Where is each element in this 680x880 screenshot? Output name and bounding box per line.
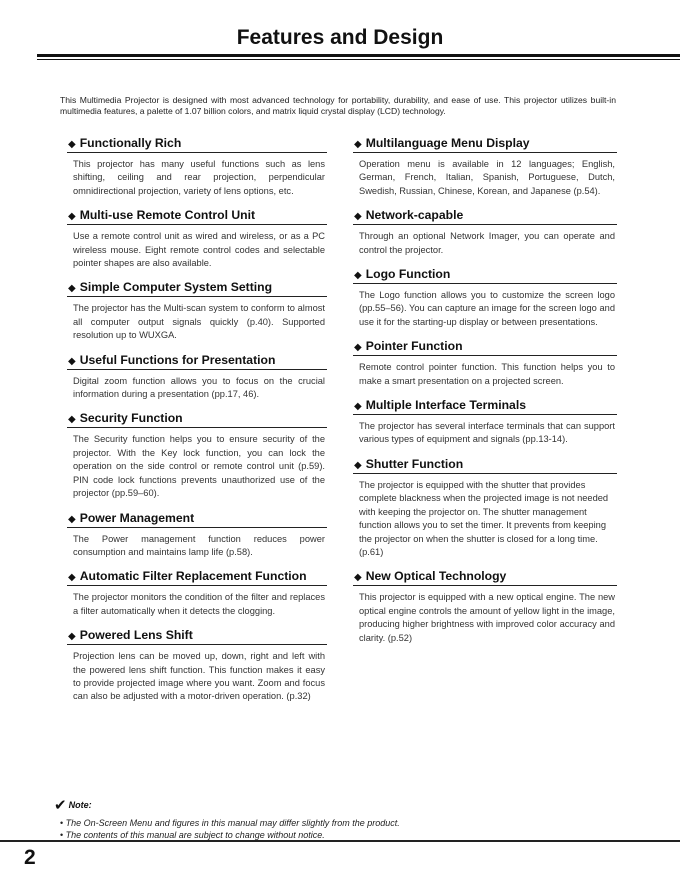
- feature-title: Power Management: [79, 510, 195, 525]
- feature-body: Digital zoom function allows you to focus on the crucial information during a presentation (pp.17, 46).: [73, 375, 325, 400]
- feature-body: The projector is equipped with the shutter that provides complete blackness when the projected image is not needed with keeping the projector on. The shutter management function allows you to set the timer. It prevents from keeping the projector on when the shutter is closed for a long time. (p.61): [359, 479, 609, 557]
- diamond-icon: ◆: [68, 513, 76, 525]
- note-label: Note:: [68, 800, 92, 810]
- feature-power-management: [67, 509, 327, 560]
- feature-body: The projector monitors the condition of the filter and replaces a filter automatically when it detects the clogging.: [73, 592, 325, 616]
- feature-multilanguage: [353, 134, 617, 198]
- diamond-icon: ◆: [354, 401, 362, 413]
- feature-body: Operation menu is available in 12 languages; English, German, French, Italian, Spanish, Portuguese, Dutch, Swedish, Russian, Chinese, Korean, and Japanese (p.54).: [359, 159, 615, 196]
- diamond-icon: ◆: [68, 414, 76, 426]
- diamond-icon: ◆: [68, 355, 76, 367]
- feature-title: Automatic Filter Replacement Function: [79, 569, 307, 584]
- feature-title: Multiple Interface Terminals: [365, 398, 526, 413]
- title-rule: [37, 54, 680, 57]
- feature-optical-technology: [353, 567, 617, 645]
- right-column: [353, 134, 617, 645]
- feature-body: This projector has many useful functions such as lens shifting, ceiling and rear projection, perpendicular omnidirectional projection, variety of lens options, etc.: [73, 159, 325, 196]
- feature-body: The Security function helps you to ensure security of the projector. With the Key lock function, you can lock the operation on the side control or remote control unit (p.59). PIN code lock functions prevents unauthorized use of the projector (pp.59–60).: [73, 434, 325, 499]
- note-item: • The On-Screen Menu and figures in this manual may differ slightly from the product.: [54, 817, 614, 829]
- feature-body: The Power management function reduces power consumption and maintains lamp life (p.58).: [73, 533, 325, 557]
- diamond-icon: ◆: [68, 139, 76, 150]
- diamond-icon: ◆: [354, 572, 362, 584]
- checkmark-icon: ✔: [54, 797, 67, 814]
- diamond-icon: ◆: [68, 211, 76, 223]
- diamond-icon: ◆: [68, 631, 76, 643]
- feature-title: Powered Lens Shift: [79, 628, 193, 643]
- feature-remote-control: [67, 206, 327, 270]
- feature-title: Security Function: [79, 411, 183, 426]
- feature-title: Multilanguage Menu Display: [365, 136, 530, 150]
- feature-body: This projector is equipped with a new optical engine. The new optical engine controls the amount of yellow light in the image, producing higher brightness with improved color accuracy and clarity. (p.52): [359, 592, 615, 643]
- feature-title: Network-capable: [365, 208, 464, 223]
- feature-lens-shift: [67, 626, 327, 704]
- feature-interface-terminals: [353, 396, 617, 447]
- feature-pointer: [353, 337, 617, 388]
- feature-title: Logo Function: [365, 267, 451, 282]
- feature-logo: [353, 265, 617, 329]
- feature-body: The projector has several interface terminals that can support various types of equipment and signals (pp.13-14).: [359, 421, 615, 445]
- feature-title: Functionally Rich: [79, 136, 182, 150]
- left-column: [67, 134, 327, 704]
- feature-title: Useful Functions for Presentation: [79, 352, 276, 367]
- feature-body: The projector has the Multi-scan system to conform to almost all computer output signals quickly (p.40). Supported resolution up to WUXGA.: [73, 303, 325, 341]
- feature-security: [67, 409, 327, 500]
- bottom-rule: [0, 840, 680, 842]
- page-number: 2: [24, 846, 36, 869]
- diamond-icon: ◆: [68, 283, 76, 295]
- feature-title: New Optical Technology: [365, 569, 507, 584]
- feature-title: Simple Computer System Setting: [79, 280, 273, 295]
- diamond-icon: ◆: [354, 270, 362, 282]
- feature-body: Through an optional Network Imager, you can operate and control the projector.: [359, 231, 615, 255]
- feature-filter-replacement: [67, 567, 327, 618]
- note-section: [54, 796, 614, 841]
- diamond-icon: ◆: [354, 459, 362, 471]
- feature-functionally-rich: [67, 134, 327, 198]
- note-list: [54, 817, 614, 841]
- feature-title: Shutter Function: [365, 456, 464, 471]
- diamond-icon: ◆: [354, 342, 362, 354]
- feature-body: The Logo function allows you to customize the screen logo (pp.55–56). You can capture an image for the screen logo and use it for the starting-up display or between presentations.: [359, 290, 615, 327]
- title-rule-thin: [37, 59, 680, 60]
- feature-body: Use a remote control unit as wired and wireless, or as a PC wireless mouse. Eight remote control codes and selectable pointer shapes are also available.: [73, 231, 325, 269]
- diamond-icon: ◆: [354, 211, 362, 223]
- intro-paragraph: This Multimedia Projector is designed with most advanced technology for portability, durability, and ease of use. This projector utilizes built-in multimedia features, a palette of 1.07 billion colors, and matrix liquid crystal display (LCD) technology.: [60, 95, 616, 116]
- feature-shutter: [353, 455, 617, 559]
- diamond-icon: ◆: [68, 572, 76, 584]
- feature-presentation: [67, 351, 327, 402]
- feature-network: [353, 206, 617, 257]
- feature-body: Remote control pointer function. This function helps you to make a smart presentation on a projected screen.: [359, 362, 615, 386]
- feature-computer-setting: [67, 278, 327, 342]
- feature-title: Pointer Function: [365, 339, 463, 354]
- feature-title: Multi-use Remote Control Unit: [79, 208, 256, 223]
- feature-body: Projection lens can be moved up, down, right and left with the powered lens shift function. This function makes it easy to provide projected image where you want. Zoom and focus can also be adjusted with a motor-driven operation. (p.32): [73, 651, 325, 702]
- note-item: • The contents of this manual are subject to change without notice.: [54, 829, 614, 841]
- page-title: Features and Design: [236, 26, 444, 49]
- diamond-icon: ◆: [354, 139, 362, 150]
